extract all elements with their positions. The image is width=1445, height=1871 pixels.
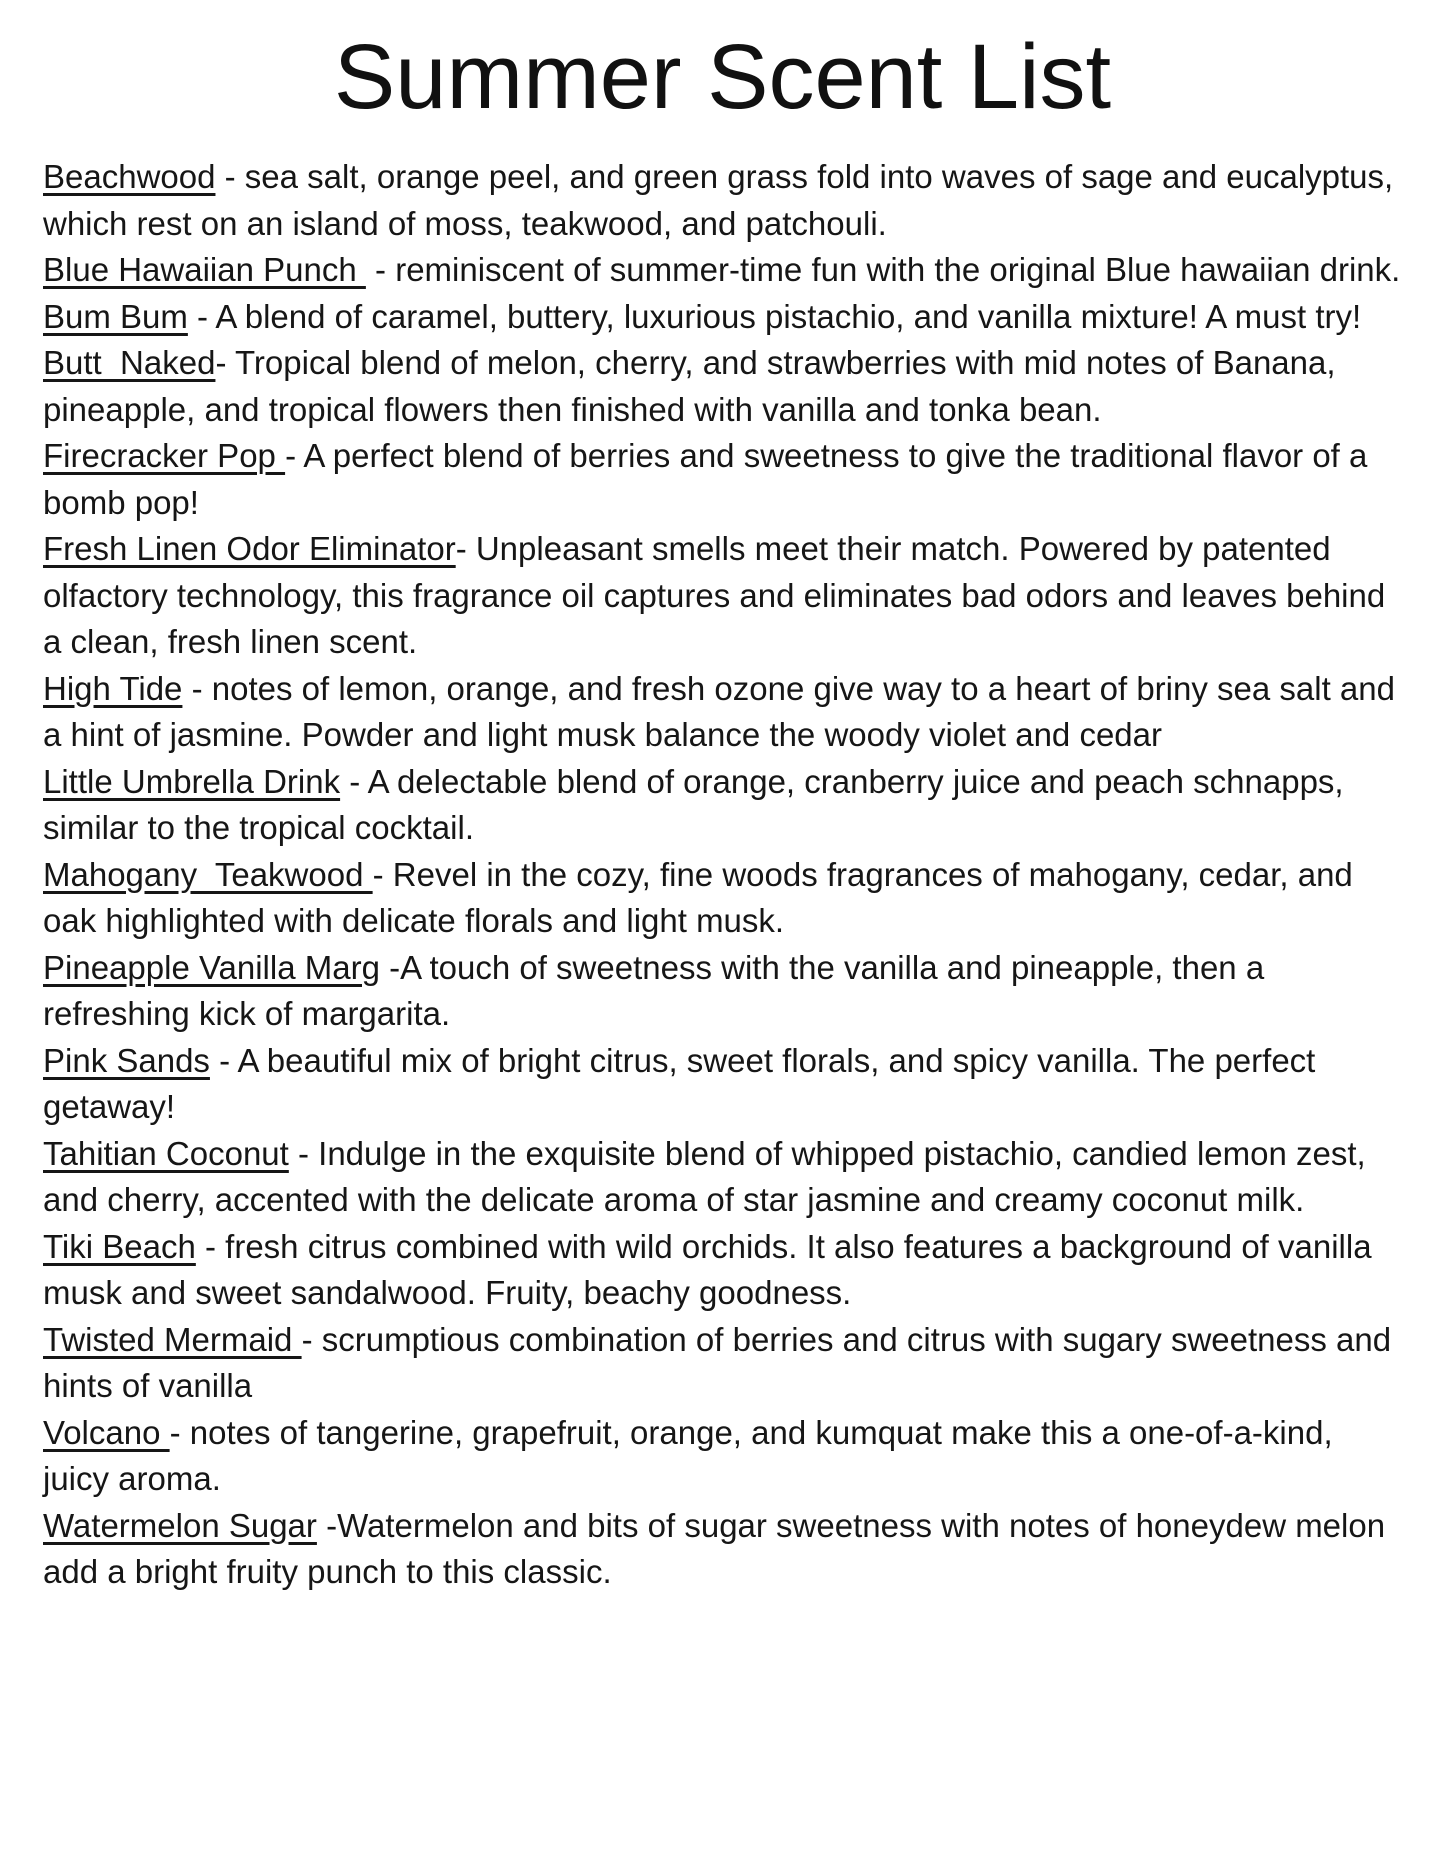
scent-description: - A blend of caramel, buttery, luxurious pistachio, and vanilla mixture! A must try! [187,297,1362,335]
scent-item [43,1410,1403,1503]
page-title: Summer Scent List [333,26,1112,128]
scent-name: Volcano [43,1413,170,1451]
scent-item [43,1317,1403,1410]
scent-name: Little Umbrella Drink [43,762,341,800]
scent-name: Twisted Mermaid [43,1320,302,1358]
scent-item [43,340,1403,433]
scent-item [43,945,1403,1038]
scent-description: - reminiscent of summer-time fun with the original Blue hawaiian drink. [365,251,1401,288]
scent-name: Butt Naked [43,344,216,381]
scent-name: High Tide [43,669,183,707]
scent-item [43,759,1403,852]
scent-item [43,154,1403,247]
scent-item [43,1131,1403,1224]
scent-name: Mahogany Teakwood [43,855,373,893]
scent-description: - Unpleasant smells meet their match. Powered by patented olfactory technology, this fragrance oil captures and eliminates bad odors and leaves behind a clean, fresh linen scent. [43,530,1395,660]
scent-item [43,1503,1403,1596]
scent-name: Tiki Beach [43,1227,196,1265]
scent-name: Blue Hawaiian Punch [43,251,366,288]
scent-description: - notes of tangerine, grapefruit, orange, and kumquat make this a one-of-a-kind, juicy aroma. [43,1413,1342,1497]
scent-item [43,666,1403,759]
scent-description: - notes of lemon, orange, and fresh ozone give way to a heart of briny sea salt and a hint of jasmine. Powder and light musk balance the woody violet and cedar [43,669,1405,753]
scent-description: - A perfect blend of berries and sweetness to give the traditional flavor of a bomb pop! [43,437,1377,521]
scent-item [43,526,1403,666]
scent-description: - scrumptious combination of berries and citrus with sugary sweetness and hints of vanilla [43,1320,1401,1404]
scent-description: -Watermelon and bits of sugar sweetness with notes of honeydew melon add a bright fruity punch to this classic. [43,1506,1395,1590]
scent-item [43,1038,1403,1131]
scent-name: Watermelon Sugar [43,1506,317,1544]
scent-name: Pineapple Vanilla Marg [43,948,380,986]
scent-description: - Revel in the cozy, fine woods fragrances of mahogany, cedar, and oak highlighted with delicate florals and light musk. [43,855,1362,939]
scent-name: Tahitian Coconut [43,1134,289,1172]
scent-name: Beachwood [43,158,216,195]
scent-description: - A beautiful mix of bright citrus, sweet florals, and spicy vanilla. The perfect getaway! [43,1041,1325,1125]
scent-name: Bum Bum [43,297,188,335]
scent-description: - sea salt, orange peel, and green grass fold into waves of sage and eucalyptus, which rest on an island of moss, teakwood, and patchouli. [43,158,1403,242]
scent-description: - fresh citrus combined with wild orchids. It also features a background of vanilla musk and sweet sandalwood. Fruity, beachy goodness. [43,1227,1381,1311]
scent-name: Pink Sands [43,1041,210,1079]
scent-item [43,294,1403,341]
scent-item [43,247,1403,294]
scent-description: - A delectable blend of orange, cranberry juice and peach schnapps, similar to the tropical cocktail. [43,762,1353,846]
scent-list [43,154,1403,1596]
scent-name: Fresh Linen Odor Eliminator [43,530,456,567]
scent-description: - Indulge in the exquisite blend of whipped pistachio, candied lemon zest, and cherry, accented with the delicate aroma of star jasmine and creamy coconut milk. [43,1134,1375,1218]
scent-item [43,852,1403,945]
scent-description: - Tropical blend of melon, cherry, and strawberries with mid notes of Banana, pineapple, and tropical flowers then finished with vanilla and tonka bean. [43,344,1345,428]
scent-item [43,1224,1403,1317]
scent-description: -A touch of sweetness with the vanilla and pineapple, then a refreshing kick of margarita. [43,948,1274,1032]
scent-item [43,433,1403,526]
scent-name: Firecracker Pop [43,437,286,474]
